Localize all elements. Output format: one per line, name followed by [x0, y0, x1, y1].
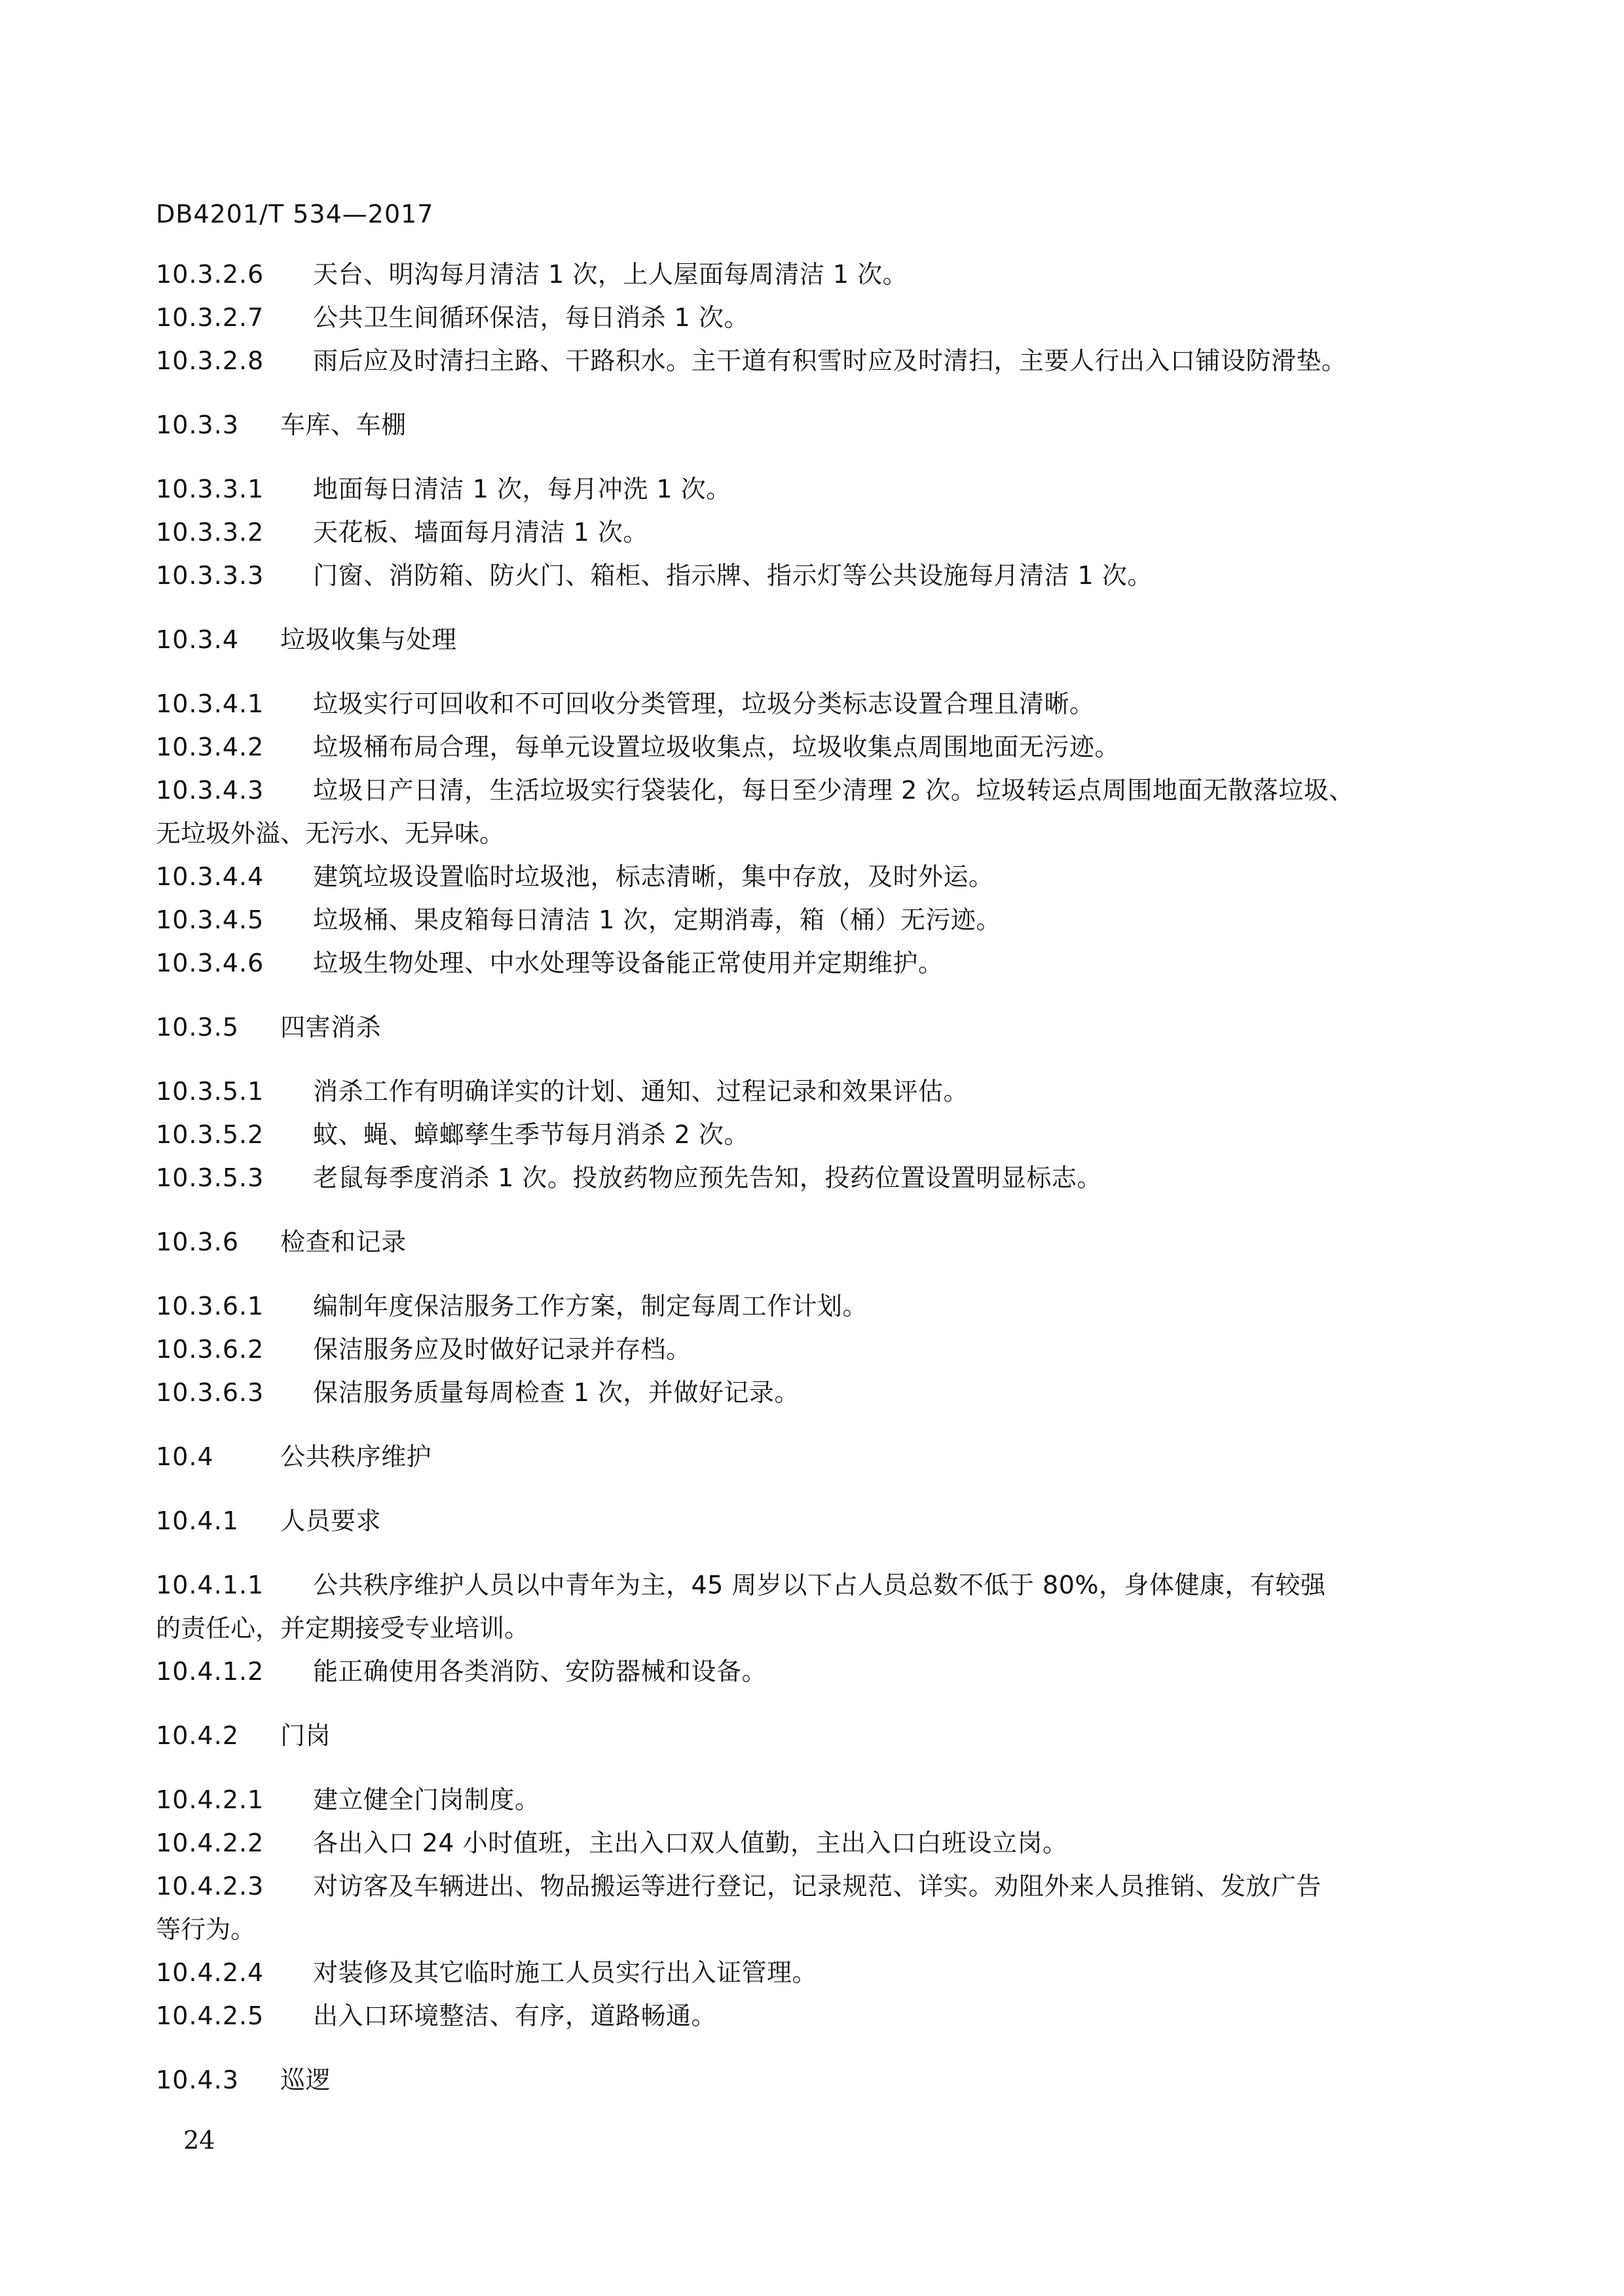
clause-item [156, 554, 1472, 597]
clause-text: 编制年度保洁服务工作方案，制定每周工作计划。 [313, 1292, 868, 1321]
clause-number: 10.3.4.2 [156, 733, 265, 761]
clause-number: 10.3.4.5 [156, 905, 265, 934]
clause-item [156, 1285, 1472, 1328]
clause-number: 10.3.3.2 [156, 518, 265, 547]
clause-text: 公共卫生间循环保洁，每日消杀 1 次。 [313, 303, 749, 332]
clause-number: 10.3.4.6 [156, 949, 265, 977]
clause-text-continuation: 的责任心，并定期接受专业培训。 [156, 1614, 530, 1643]
clause-text: 公共秩序维护人员以中青年为主，45 周岁以下占人员总数不低于 80%，身体健康，有较强 [313, 1571, 1326, 1599]
clause-number: 10.4.1.2 [156, 1657, 265, 1686]
clause-number: 10.3.5.1 [156, 1077, 265, 1106]
clause-text-continuation: 无垃圾外溢、无污水、无异味。 [156, 819, 505, 848]
clause-item [156, 339, 1472, 382]
heading-text: 检查和记录 [280, 1228, 407, 1256]
heading-text: 垃圾收集与处理 [280, 625, 457, 654]
clause-number: 10.3.3.1 [156, 475, 265, 503]
clause-text: 能正确使用各类消防、安防器械和设备。 [313, 1657, 767, 1686]
clause-number: 10.3.2.8 [156, 346, 265, 375]
section-heading [156, 2058, 1472, 2102]
clause-number: 10.4.2.1 [156, 1785, 265, 1814]
clause-number: 10.3.3.3 [156, 561, 265, 590]
clause-text: 建筑垃圾设置临时垃圾池，标志清晰，集中存放，及时外运。 [313, 862, 994, 891]
clause-text: 门窗、消防箱、防火门、箱柜、指示牌、指示灯等公共设施每月清洁 1 次。 [313, 561, 1153, 590]
heading-text: 人员要求 [280, 1506, 382, 1535]
clause-item [156, 725, 1472, 769]
heading-text: 车库、车棚 [280, 410, 407, 439]
clause-number: 10.3.5.3 [156, 1163, 265, 1192]
clause-number: 10.3.2.6 [156, 260, 265, 289]
clause-text: 垃圾实行可回收和不可回收分类管理，垃圾分类标志设置合理且清晰。 [313, 689, 1095, 718]
clause-number: 10.3.6.2 [156, 1335, 265, 1364]
clause-item [156, 1070, 1472, 1113]
clause-item [156, 296, 1472, 339]
document-code: DB4201/T 534—2017 [156, 200, 434, 228]
heading-text: 四害消杀 [280, 1013, 382, 1042]
clause-item [156, 1563, 1472, 1650]
clause-number: 10.3.4.1 [156, 689, 265, 718]
heading-text: 公共秩序维护 [280, 1442, 432, 1471]
section-heading [156, 403, 1472, 446]
clause-item [156, 1994, 1472, 2037]
clause-item [156, 855, 1472, 898]
clause-text: 垃圾生物处理、中水处理等设备能正常使用并定期维护。 [313, 949, 944, 977]
heading-text: 门岗 [280, 1721, 331, 1750]
clause-number: 10.4.2.2 [156, 1829, 265, 1857]
clause-item [156, 941, 1472, 985]
clause-number: 10.3.6 [156, 1228, 239, 1256]
clause-text: 消杀工作有明确详实的计划、通知、过程记录和效果评估。 [313, 1077, 969, 1106]
clause-item [156, 511, 1472, 554]
clause-item [156, 898, 1472, 941]
clause-text: 天花板、墙面每月清洁 1 次。 [313, 518, 648, 547]
clause-number: 10.3.4.3 [156, 776, 265, 805]
section-heading [156, 1006, 1472, 1049]
clause-number: 10.4.2.4 [156, 1958, 265, 1987]
clause-text: 保洁服务质量每周检查 1 次，并做好记录。 [313, 1378, 800, 1407]
section-heading [156, 1499, 1472, 1542]
clause-text: 建立健全门岗制度。 [313, 1785, 540, 1814]
clause-item [156, 1650, 1472, 1693]
clause-number: 10.4.2.5 [156, 2001, 265, 2030]
clause-text: 对装修及其它临时施工人员实行出入证管理。 [313, 1958, 818, 1987]
clause-item [156, 1821, 1472, 1865]
clause-number: 10.3.5 [156, 1013, 239, 1042]
clause-item [156, 1328, 1472, 1371]
clause-text: 出入口环境整洁、有序，道路畅通。 [313, 2001, 717, 2030]
clause-number: 10.4.2 [156, 1721, 239, 1750]
clause-text: 地面每日清洁 1 次，每月冲洗 1 次。 [313, 475, 731, 503]
clause-number: 10.4.1 [156, 1506, 239, 1535]
clause-item [156, 1865, 1472, 1951]
clause-text: 保洁服务应及时做好记录并存档。 [313, 1335, 692, 1364]
clause-text: 各出入口 24 小时值班，主出入口双人值勤，主出入口白班设立岗。 [313, 1829, 1068, 1857]
clause-item [156, 1371, 1472, 1414]
clause-text: 垃圾桶、果皮箱每日清洁 1 次，定期消毒，箱（桶）无污迹。 [313, 905, 1001, 934]
clause-number: 10.4.3 [156, 2066, 239, 2094]
clause-item [156, 1778, 1472, 1821]
clause-text: 垃圾日产日清，生活垃圾实行袋装化，每日至少清理 2 次。垃圾转运点周围地面无散落垃圾、 [313, 776, 1354, 805]
clause-item [156, 769, 1472, 855]
page-number: 24 [183, 2126, 215, 2155]
clause-item [156, 1951, 1472, 1994]
clause-item [156, 1156, 1472, 1199]
section-heading [156, 1435, 1472, 1478]
section-heading [156, 1220, 1472, 1264]
clause-item [156, 253, 1472, 296]
clause-number: 10.3.3 [156, 410, 239, 439]
clause-number: 10.4.2.3 [156, 1872, 265, 1901]
clause-item [156, 467, 1472, 511]
clause-number: 10.4.1.1 [156, 1571, 265, 1599]
clause-number: 10.3.6.3 [156, 1378, 265, 1407]
clause-number: 10.3.4 [156, 625, 239, 654]
heading-text: 巡逻 [280, 2066, 331, 2094]
clause-text-continuation: 等行为。 [156, 1915, 256, 1944]
clause-text: 天台、明沟每月清洁 1 次，上人屋面每周清洁 1 次。 [313, 260, 908, 289]
clause-number: 10.3.6.1 [156, 1292, 265, 1321]
clause-text: 蚊、蝇、蟑螂孳生季节每月消杀 2 次。 [313, 1120, 749, 1149]
section-heading [156, 618, 1472, 661]
clause-text: 垃圾桶布局合理，每单元设置垃圾收集点，垃圾收集点周围地面无污迹。 [313, 733, 1120, 761]
section-heading [156, 1714, 1472, 1757]
clause-text: 雨后应及时清扫主路、干路积水。主干道有积雪时应及时清扫，主要人行出入口铺设防滑垫。 [313, 346, 1347, 375]
clause-number: 10.3.2.7 [156, 303, 265, 332]
clause-item [156, 1113, 1472, 1156]
clause-text: 老鼠每季度消杀 1 次。投放药物应预先告知，投药位置设置明显标志。 [313, 1163, 1102, 1192]
clause-item [156, 682, 1472, 725]
clause-number: 10.3.4.4 [156, 862, 265, 891]
clause-text: 对访客及车辆进出、物品搬运等进行登记，记录规范、详实。劝阻外来人员推销、发放广告 [313, 1872, 1322, 1901]
clause-number: 10.4 [156, 1442, 214, 1471]
clause-number: 10.3.5.2 [156, 1120, 265, 1149]
document-body [156, 253, 1472, 2123]
